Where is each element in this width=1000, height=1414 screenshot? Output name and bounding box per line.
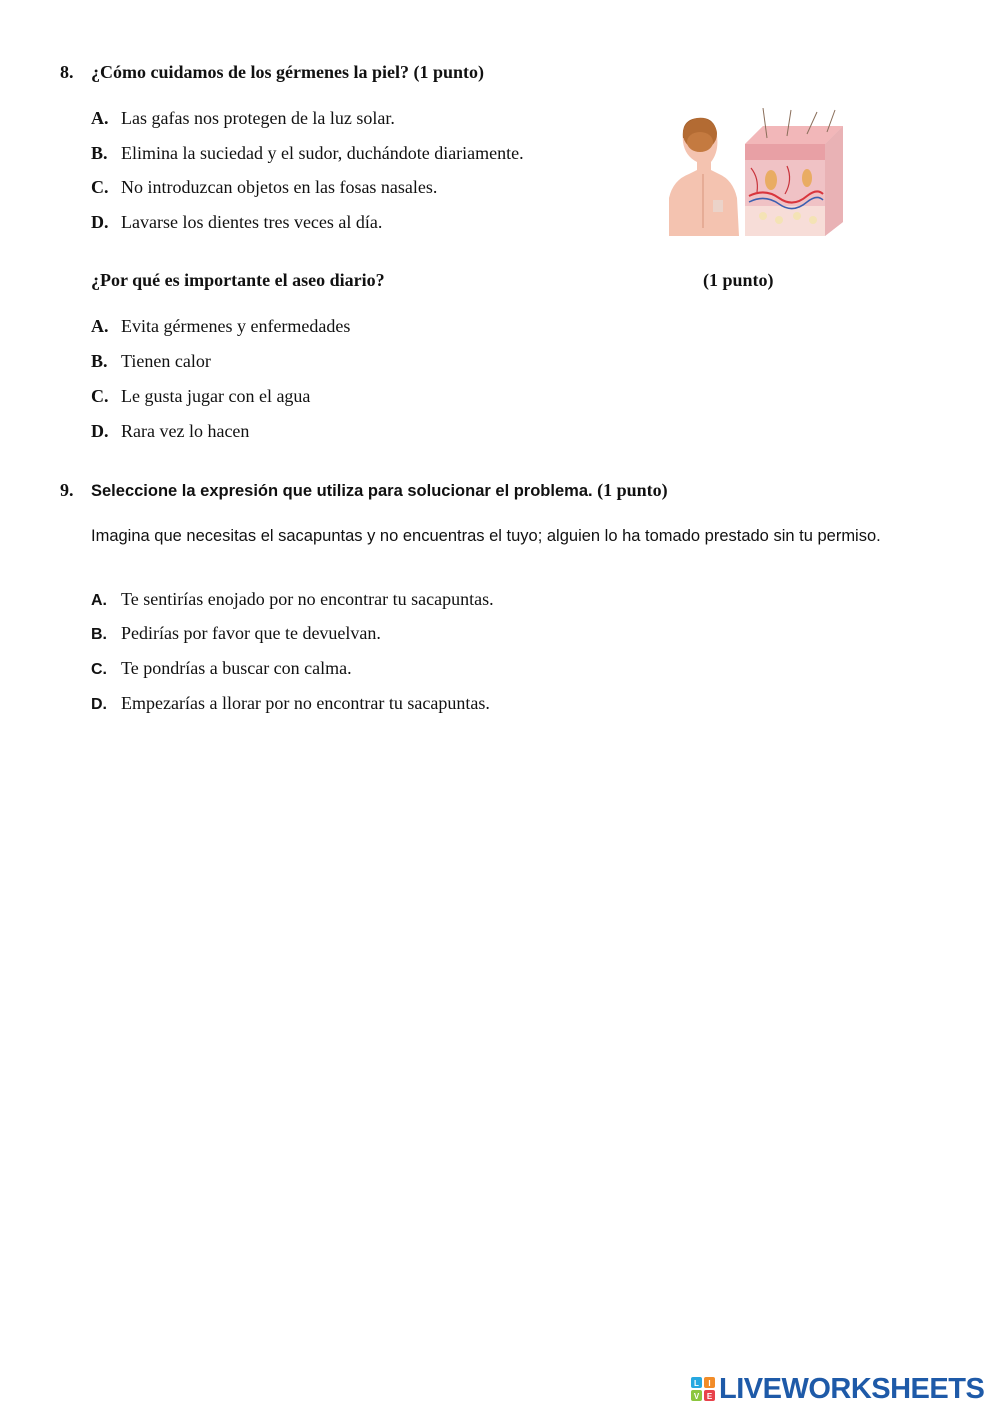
q8-option-d[interactable] [91, 212, 382, 233]
question-8-number: 8. [60, 62, 74, 82]
q9-option-b[interactable] [91, 623, 381, 644]
q9-option-a[interactable] [91, 589, 494, 610]
option-text: No introduzcan objetos en las fosas nasales. [121, 177, 438, 197]
question-9-points: (1 punto) [597, 480, 668, 500]
logo-letter: E [706, 1392, 713, 1401]
option-letter: D. [91, 212, 109, 232]
option-text: Evita gérmenes y enfermedades [121, 316, 351, 336]
question-9-number: 9. [60, 480, 74, 500]
q9-option-c[interactable] [91, 658, 352, 679]
option-letter: B. [91, 351, 108, 371]
option-text: Lavarse los dientes tres veces al día. [121, 212, 383, 232]
option-text: Te sentirías enojado por no encontrar tu sacapuntas. [121, 589, 494, 609]
q8b-option-b[interactable] [91, 351, 211, 372]
logo-letter: I [708, 1379, 711, 1388]
q8-option-b[interactable] [91, 143, 524, 164]
option-letter: D. [91, 696, 107, 713]
option-text: Elimina la suciedad y el sudor, duchándote diariamente. [121, 143, 524, 163]
q8b-option-a[interactable] [91, 316, 350, 337]
question-9-scenario: Imagina que necesitas el sacapuntas y no encuentras el tuyo; alguien lo ha tomado prestado sin tu permiso. [91, 527, 881, 545]
option-text: Tienen calor [121, 351, 211, 371]
question-9-title: Seleccione la expresión que utiliza para solucionar el problema. [91, 482, 593, 500]
option-text: Empezarías a llorar por no encontrar tu sacapuntas. [121, 693, 490, 713]
q8b-option-d[interactable] [91, 421, 249, 442]
question-8-title: ¿Cómo cuidamos de los gérmenes la piel? (1 punto) [91, 62, 484, 82]
option-text: Pedirías por favor que te devuelvan. [121, 623, 381, 643]
skin-cross-section-illustration [667, 108, 851, 238]
option-letter: A. [91, 316, 109, 336]
logo-letter: L [694, 1379, 699, 1388]
child-back-figure [669, 118, 739, 236]
q8b-option-c[interactable] [91, 386, 310, 407]
option-text: Rara vez lo hacen [121, 421, 250, 441]
option-text: Las gafas nos protegen de la luz solar. [121, 108, 395, 128]
q9-option-d[interactable] [91, 693, 490, 714]
skin-block [745, 108, 843, 236]
q8-option-c[interactable] [91, 177, 437, 198]
question-8b-points: (1 punto) [703, 270, 774, 290]
option-text: Te pondrías a buscar con calma. [121, 658, 352, 678]
question-9-title-row [91, 480, 668, 501]
option-letter: C. [91, 177, 109, 197]
logo-letter: V [693, 1392, 700, 1401]
liveworksheets-logo-icon [690, 1376, 716, 1402]
option-letter: B. [91, 143, 108, 163]
q8-option-a[interactable] [91, 108, 395, 129]
logo-text: LIVEWORKSHEETS [719, 1372, 985, 1405]
option-letter: C. [91, 386, 109, 406]
option-letter: B. [91, 626, 107, 643]
liveworksheets-logo[interactable] [690, 1372, 984, 1406]
option-text: Le gusta jugar con el agua [121, 386, 311, 406]
option-letter: A. [91, 592, 107, 609]
option-letter: D. [91, 421, 109, 441]
option-letter: A. [91, 108, 109, 128]
question-8b-title: ¿Por qué es importante el aseo diario? [91, 270, 385, 290]
option-letter: C. [91, 661, 107, 678]
